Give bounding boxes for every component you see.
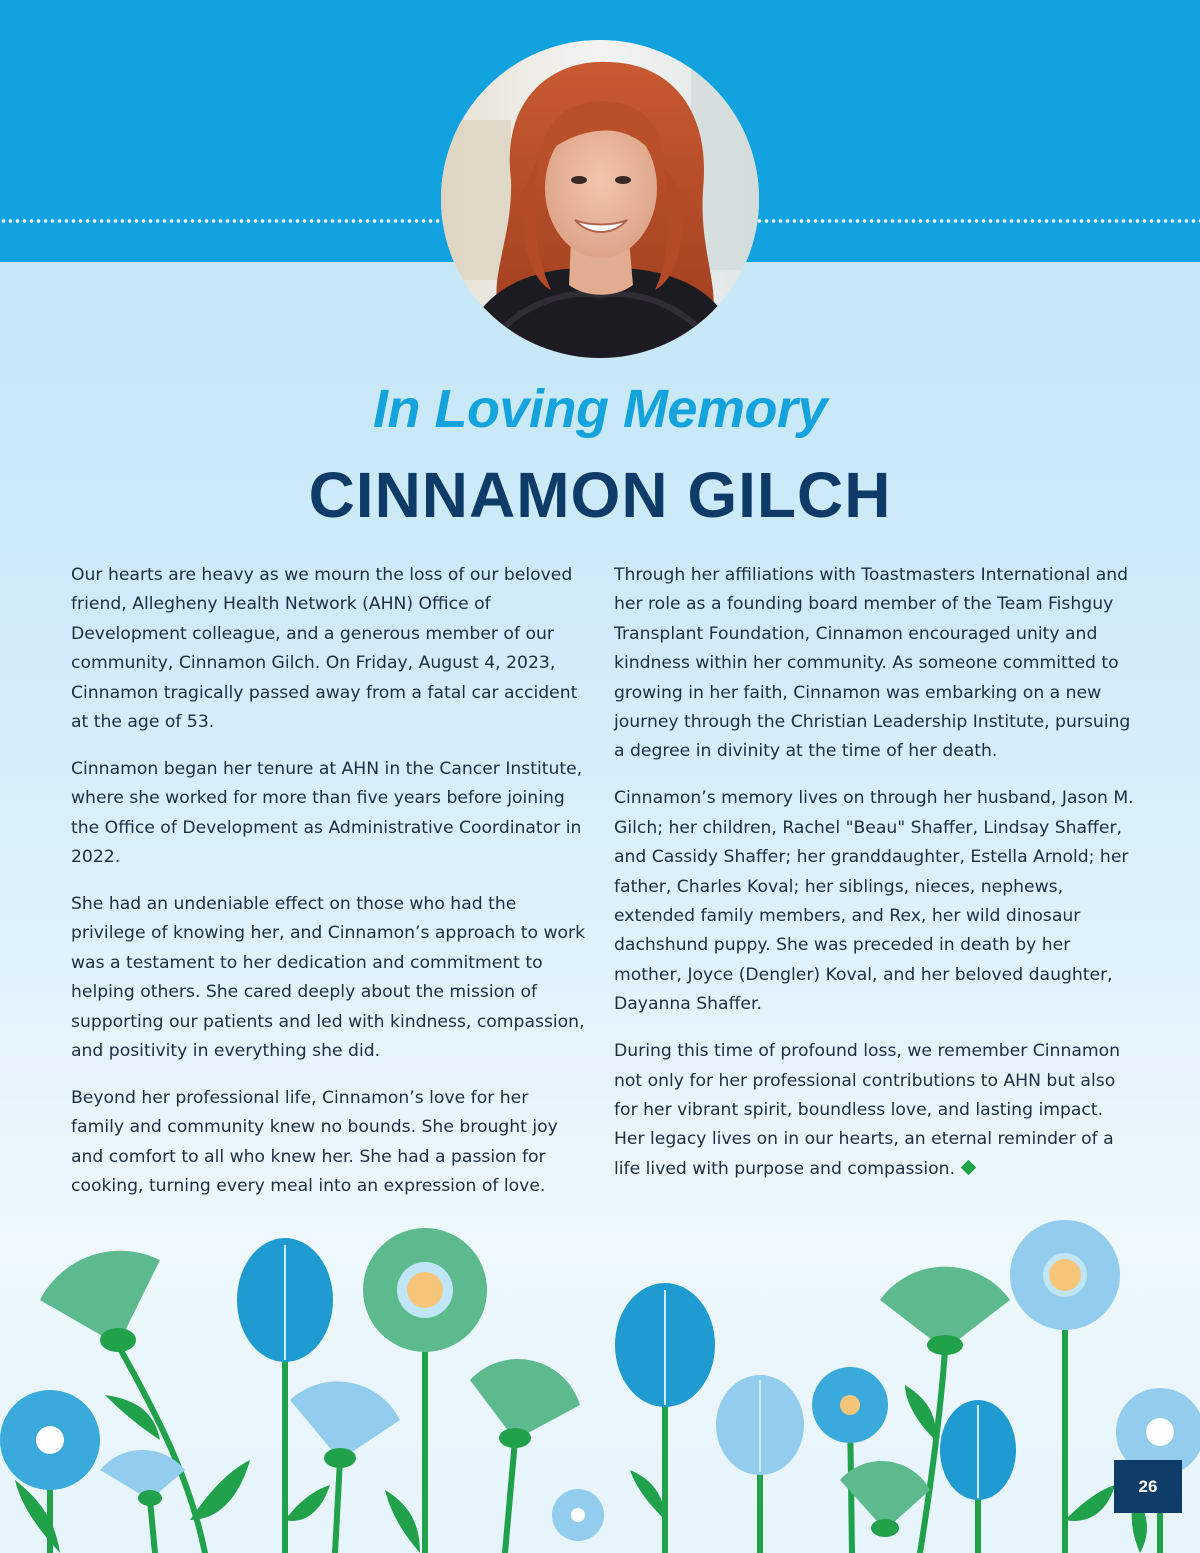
paragraph-text: During this time of profound loss, we remember Cinnamon not only for her professional contributions to AHN but also for her vibrant spirit, boundless love, and lasting impact. Her legacy lives on in our hearts, an eternal reminder of a life lived with purpose and compassion. xyxy=(614,1041,1121,1179)
paragraph: Through her affiliations with Toastmasters International and her role as a founding board member of the Team Fishguy Transplant Foundation, Cinnamon encouraged unity and kindness within her community. As someone committed to growing in her faith, Cinnamon was embarking on a new journey through the Christian Leadership Institute, pursuing a degree in divinity at the time of her death. xyxy=(614,565,1131,762)
paragraph: Our hearts are heavy as we mourn the loss of our beloved friend, Allegheny Health Network (AHN) Office of Development colleague, and a generous member of our community, Cinnamon Gilch. On Friday, August 4, 2023, Cinnamon tragically passed away from a fatal car accident at the age of 53. xyxy=(71,565,578,733)
person-name: CINNAMON GILCH xyxy=(308,459,892,531)
paragraph: Cinnamon’s memory lives on through her husband, Jason M. Gilch; her children, Rachel "Beau" Shaffer, Lindsay Shaffer, and Cassidy Shaffer; her granddaughter, Estella Arnold; her father, Charles Koval; her siblings, nieces, nephews, extended family members, and Rex, her wild dinosaur dachshund puppy. She was preceded in death by her mother, Joyce (Dengler) Koval, and her beloved daughter, Dayanna Shaffer. xyxy=(614,788,1134,1015)
portrait-photo xyxy=(441,40,759,358)
closing-paragraph xyxy=(614,1037,1139,1184)
paragraph: She had an undeniable effect on those who had the privilege of knowing her, and Cinnamon’s approach to work was a testament to her dedication and commitment to helping others. She cared deeply about the mission of supporting our patients and led with kindness, compassion, and positivity in everything she did. xyxy=(71,894,586,1062)
left-column xyxy=(71,561,586,1219)
right-column xyxy=(614,561,1139,1202)
paragraph: Beyond her professional life, Cinnamon’s love for her family and community knew no bounds. She brought joy and comfort to all who knew her. She had a passion for cooking, turning every meal into an expression of love. xyxy=(71,1088,558,1197)
paragraph: Cinnamon began her tenure at AHN in the Cancer Institute, where she worked for more than five years before joining the Office of Development as Administrative Coordinator in 2022. xyxy=(71,758,583,868)
page-number: 26 xyxy=(1114,1460,1182,1513)
eyebrow-title: In Loving Memory xyxy=(372,379,828,439)
end-mark-icon xyxy=(961,1159,977,1175)
flower-illustration xyxy=(0,1210,1200,1553)
